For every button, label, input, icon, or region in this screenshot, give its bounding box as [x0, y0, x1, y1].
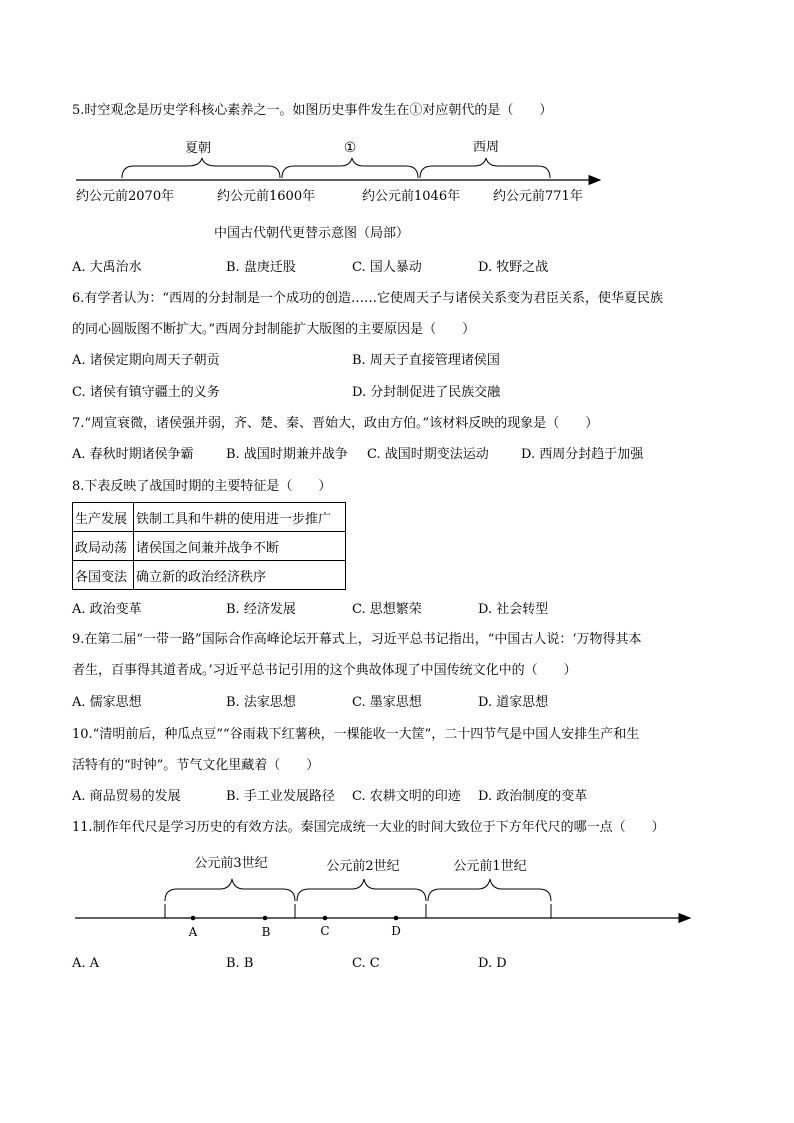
- q9-option-a[interactable]: A. 儒家思想: [72, 695, 142, 710]
- q9-stem-line: 9.在第二届“一带一路”国际合作高峰论坛开幕式上，习近平总书记指出，“中国古人说：‘万物得其本: [72, 632, 642, 647]
- q5-option-b[interactable]: B. 盘庚迁股: [226, 260, 296, 275]
- q10-option-c[interactable]: C. 农耕文明的印迹: [352, 789, 461, 804]
- q8-option-a[interactable]: A. 政治变革: [72, 602, 142, 617]
- q5-date-label: 约公元前1600年: [217, 189, 316, 204]
- q10-option-d[interactable]: D. 政治制度的变革: [478, 789, 588, 804]
- q5-figure-caption: 中国古代朝代更替示意图（局部）: [214, 226, 410, 241]
- q5-date-label: 约公元前2070年: [76, 189, 175, 204]
- q5-stem: 5.时空观念是历史学科核心素养之一。如图历史事件发生在①对应朝代的是（ ）: [72, 103, 553, 118]
- q11-option-c[interactable]: C. C: [352, 956, 380, 971]
- q8-feature-table: [72, 502, 346, 590]
- q5-timeline: [0, 130, 794, 210]
- q5-segment-label: 夏朝: [184, 141, 212, 156]
- table-cell-value: 确立新的政治经济秩序: [134, 561, 346, 590]
- q11-century-label: 公元前2世纪: [326, 859, 400, 874]
- q5-date-label: 约公元前771年: [493, 189, 583, 204]
- q6-stem-line: 6.有学者认为：“西周的分封制是一个成功的创造……它使周天子与诸侯关系变为君臣关系，使华夏民族: [72, 291, 664, 306]
- q9-option-d[interactable]: D. 道家思想: [478, 695, 549, 710]
- q6-option-d[interactable]: D. 分封制促进了民族交融: [352, 385, 501, 400]
- q11-point-c: [323, 916, 328, 921]
- table-row: [73, 503, 346, 532]
- q5-option-c[interactable]: C. 国人暴动: [352, 260, 422, 275]
- q7-stem: 7.“周宣衰微，诸侯强并弱，齐、楚、秦、晋始大，政由方伯。”该材料反映的现象是（ ）: [72, 416, 599, 431]
- table-row: [73, 561, 346, 590]
- q9-option-c[interactable]: C. 墨家思想: [352, 695, 422, 710]
- q8-option-c[interactable]: C. 思想繁荣: [352, 602, 422, 617]
- q11-brace-2nd-century: [297, 879, 426, 901]
- q10-stem-line: 10.“清明前后，种瓜点豆”“谷雨栽下红薯秧，一棵能收一大筐”，二十四节气是中国人安排生产和生: [72, 727, 640, 742]
- q6-option-a[interactable]: A. 诸侯定期向周天子朝贡: [72, 353, 220, 368]
- q8-option-d[interactable]: D. 社会转型: [478, 602, 549, 617]
- q8-option-b[interactable]: B. 经济发展: [226, 602, 296, 617]
- q6-option-c[interactable]: C. 诸侯有镇守疆土的义务: [72, 385, 220, 400]
- q5-option-a[interactable]: A. 大禹治水: [72, 260, 142, 275]
- q11-brace-3rd-century: [165, 879, 295, 901]
- q5-date-label: 约公元前1046年: [362, 189, 461, 204]
- q10-stem-line: 活特有的“时钟”。节气文化里藏着（ ）: [72, 758, 320, 773]
- q11-point-a: [191, 916, 196, 921]
- q11-point-label: B: [261, 925, 271, 939]
- q10-option-b[interactable]: B. 手工业发展路径: [226, 789, 335, 804]
- q11-stem: 11.制作年代尺是学习历史的有效方法。秦国完成统一大业的时间大致位于下方年代尺的哪一点（ ）: [72, 820, 665, 835]
- q11-point-label: C: [320, 924, 330, 938]
- q8-stem: 8.下表反映了战国时期的主要特征是（ ）: [72, 479, 332, 494]
- q11-point-b: [263, 916, 268, 921]
- q9-stem-line: 者生，百事得其道者成。’习近平总书记引用的这个典故体现了中国传统文化中的（ ）: [72, 663, 577, 678]
- q11-century-label: 公元前3世纪: [194, 856, 268, 871]
- table-cell-value: 诸侯国之间兼并战争不断: [134, 532, 346, 561]
- q9-option-b[interactable]: B. 法家思想: [226, 695, 296, 710]
- q5-brace-xizhou: [420, 158, 550, 178]
- q5-segment-label: 西周: [472, 140, 500, 155]
- q11-point-label: D: [391, 924, 401, 938]
- table-row: [73, 532, 346, 561]
- q11-century-label: 公元前1世纪: [453, 859, 527, 874]
- table-cell-key: 政局动荡: [73, 532, 134, 561]
- q11-era-ruler: [0, 845, 794, 945]
- q7-option-a[interactable]: A. 春秋时期诸侯争霸: [72, 447, 194, 462]
- table-cell-value: 铁制工具和牛耕的使用进一步推广: [134, 503, 346, 532]
- q11-option-b[interactable]: B. B: [226, 956, 254, 971]
- q6-option-b[interactable]: B. 周天子直接管理诸侯国: [352, 353, 500, 368]
- table-cell-key: 各国变法: [73, 561, 134, 590]
- q6-stem-line: 的同心圆版图不断扩大。”西周分封制能扩大版图的主要原因是（ ）: [72, 322, 476, 337]
- table-cell-key: 生产发展: [73, 503, 134, 532]
- q11-point-d: [394, 916, 399, 921]
- q7-option-c[interactable]: C. 战国时期变法运动: [367, 447, 489, 462]
- q11-point-label: A: [188, 925, 198, 939]
- q11-brace-1st-century: [428, 879, 551, 901]
- q5-option-d[interactable]: D. 牧野之战: [478, 260, 549, 275]
- q11-option-d[interactable]: D. D: [478, 956, 507, 971]
- q5-brace-xia: [122, 158, 280, 178]
- q7-option-d[interactable]: D. 西周分封趋于加强: [521, 447, 644, 462]
- q5-brace-1: [282, 158, 418, 178]
- q11-option-a[interactable]: A. A: [72, 956, 100, 971]
- q10-option-a[interactable]: A. 商品贸易的发展: [72, 789, 181, 804]
- q7-option-b[interactable]: B. 战国时期兼并战争: [226, 447, 348, 462]
- q5-segment-label: ①: [343, 140, 357, 156]
